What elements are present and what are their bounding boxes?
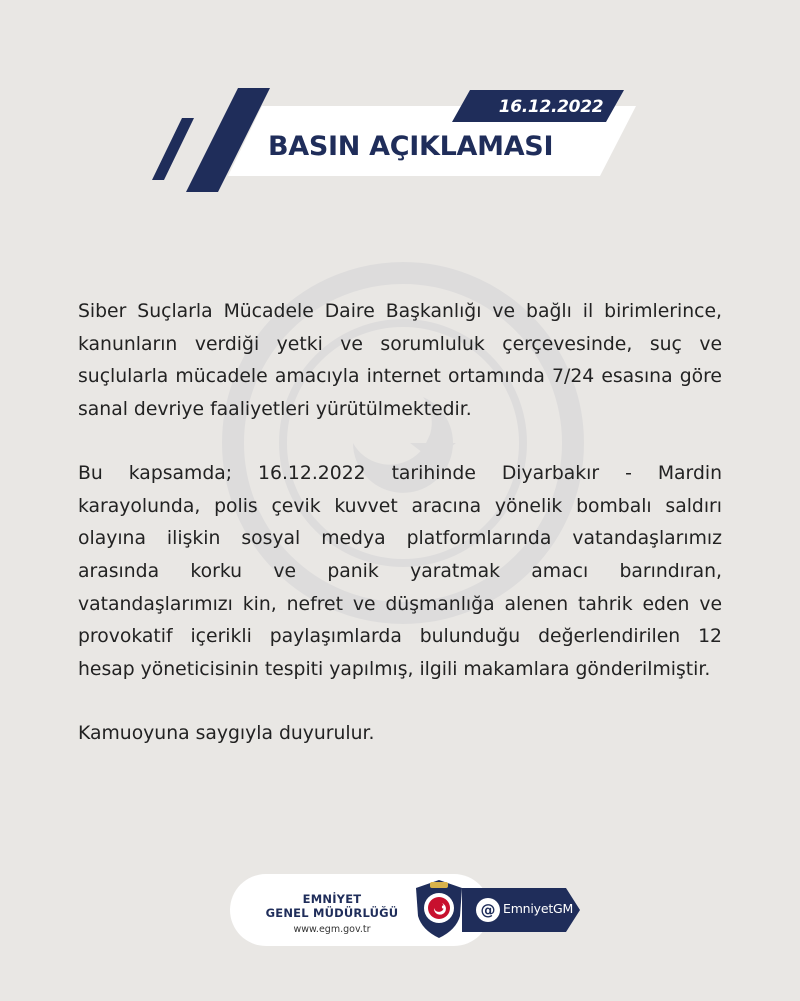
body-paragraph-closing: Kamuoyuna saygıyla duyurulur.	[78, 722, 375, 744]
police-badge-icon	[412, 878, 466, 940]
banner-left-stripe	[152, 118, 194, 180]
social-handle-text[interactable]: EmniyetGM	[503, 901, 574, 916]
footer-org-line2: GENEL MÜDÜRLÜĞÜ	[265, 906, 399, 920]
release-date: 16.12.2022	[498, 97, 604, 117]
press-release-body	[78, 296, 722, 781]
body-paragraph-2: Bu kapsamda; 16.12.2022 tarihinde Diyarbakır - Mardin karayolunda, polis çevik kuvvet aracına yönelik bombalı saldırı olayına ilişkin sosyal medya platformlarında vatandaşlarımız arasında korku ve panik yaratmak amacı barındıran, vatandaşlarımızı kin, nefret ve düşmanlığa alenen tahrik eden ve provokatif içerikli paylaşımlarda bulunduğu değerlendirilen 12 hesap yöneticisinin tespiti yapılmış, ilgili makamlara gönderilmiştir.	[78, 462, 722, 681]
at-sign-icon: @	[476, 898, 500, 922]
footer-org-line1: EMNİYET	[302, 892, 362, 906]
header-banner	[0, 0, 800, 200]
footer-website-link[interactable]: www.egm.gov.tr	[293, 924, 371, 935]
page-title: BASIN AÇIKLAMASI	[268, 131, 554, 162]
body-paragraph-1: Siber Suçlarla Mücadele Daire Başkanlığı ve bağlı il birimlerince, kanunların verdiği yetki ve sorumluluk çerçevesinde, suç ve suçlularla mücadele amacıyla internet ortamında 7/24 esasına göre sanal devriye faaliyetleri yürütülmektedir.	[78, 301, 722, 421]
